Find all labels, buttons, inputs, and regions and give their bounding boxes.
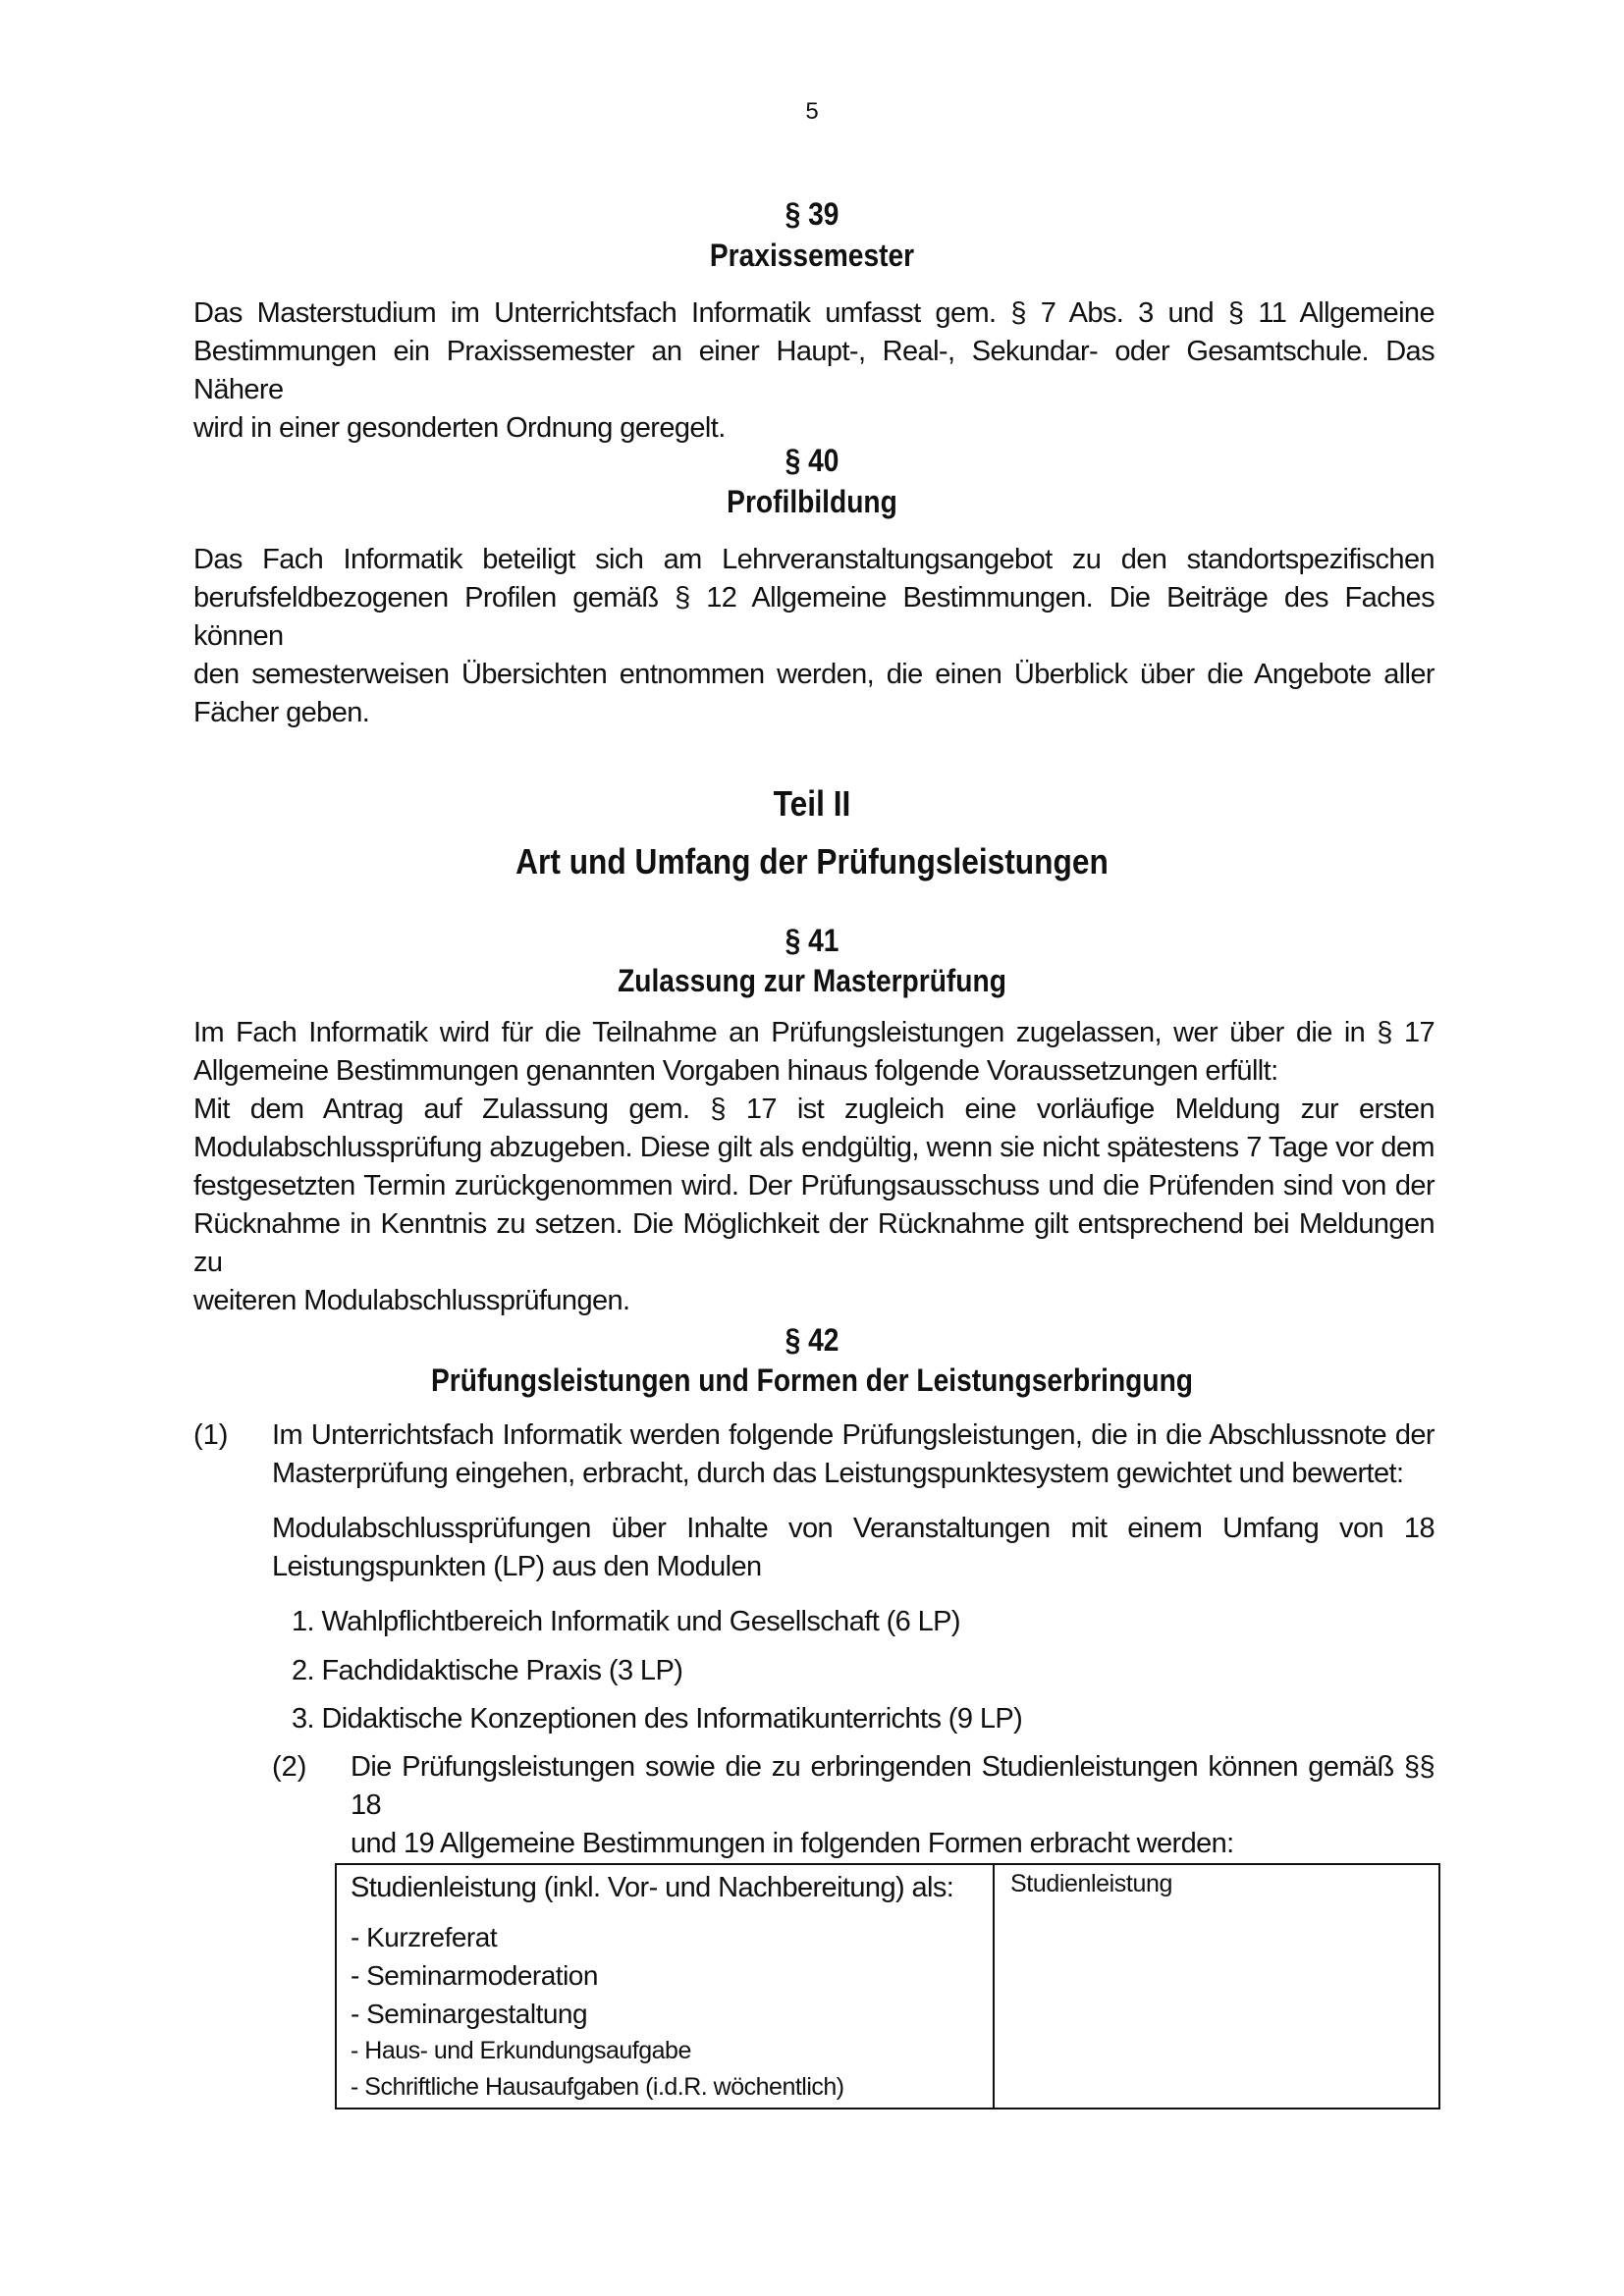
text-line: Modulabschlussprüfung abzugeben. Diese gilt als endgültig, wenn sie nicht spätestens 7 Tage vor dem [193,1132,1435,1163]
text-line: den semesterweisen Übersichten entnommen werden, die einen Überblick über die Angebote aller [193,659,1435,690]
table-list-item: - Seminargestaltung [351,1999,588,2029]
text-line: Masterprüfung eingehen, erbracht, durch das Leistungspunktesystem gewichtet und bewertet: [272,1458,1404,1489]
text-line: Rücknahme in Kenntnis zu setzen. Die Möglichkeit der Rücknahme gilt entsprechend bei Meldungen zu [193,1208,1435,1278]
text-line: Im Fach Informatik wird für die Teilnahme an Prüfungsleistungen zugelassen, wer über die in § 17 [193,1017,1435,1048]
paragraph-2-body [351,1748,1435,1863]
paragraph-1-modules-intro [272,1510,1435,1586]
section-41-title: Zulassung zur Masterprüfung [618,963,1006,998]
text-line: und 19 Allgemeine Bestimmungen in folgenden Formen erbracht werden: [351,1828,1234,1859]
section-41-number: § 41 [785,923,839,958]
section-42-number: § 42 [785,1322,839,1358]
table-left-heading: Studienleistung (inkl. Vor- und Nachbereitung) als: [351,1872,954,1903]
forms-table [335,1863,1440,2109]
text-line: Das Fach Informatik beteiligt sich am Lehrveranstaltungsangebot zu den standortspezifischen [193,544,1435,575]
table-list-item: - Seminarmoderation [351,1960,598,1991]
text-line: weiteren Modulabschlussprüfungen. [193,1285,630,1316]
text-line: festgesetzten Termin zurückgenommen wird. Der Prüfungsausschuss und die Prüfenden sind von der [193,1170,1435,1201]
section-40-title: Profilbildung [727,484,897,519]
table-list-item: - Schriftliche Hausaufgaben (i.d.R. wöchentlich) [351,2073,844,2101]
module-list-item: 1. Wahlpflichtbereich Informatik und Gesellschaft (6 LP) [292,1606,960,1637]
table-right-heading: Studienleistung [1010,1870,1172,1897]
text-line: Die Prüfungsleistungen sowie die zu erbringenden Studienleistungen können gemäß §§ 18 [351,1751,1435,1821]
paragraph-2-label: (2) [272,1751,307,1783]
part-2-label: Teil II [773,783,851,824]
part-2-title: Art und Umfang der Prüfungsleistungen [515,841,1109,881]
module-list-item: 2. Fachdidaktische Praxis (3 LP) [292,1655,683,1686]
table-list-item: - Kurzreferat [351,1922,498,1952]
section-41-body [193,1014,1435,1320]
text-line: Das Masterstudium im Unterrichtsfach Informatik umfasst gem. § 7 Abs. 3 und § 11 Allgemeine [193,297,1435,329]
page-number: 5 [805,98,819,125]
section-40-body [193,541,1435,732]
text-line: Modulabschlussprüfungen über Inhalte von Veranstaltungen mit einem Umfang von 18 [272,1513,1435,1544]
text-line: Im Unterrichtsfach Informatik werden folgende Prüfungsleistungen, die in die Abschlussnote der [272,1419,1435,1451]
table-row [336,1864,1439,2109]
module-list-item: 3. Didaktische Konzeptionen des Informatikunterrichts (9 LP) [292,1703,1023,1735]
text-line: Leistungspunkten (LP) aus den Modulen [272,1551,762,1582]
text-line: Allgemeine Bestimmungen genannten Vorgaben hinaus folgende Voraussetzungen erfüllt: [193,1055,1278,1087]
section-42-title: Prüfungsleistungen und Formen der Leistungserbringung [431,1362,1193,1398]
text-line: berufsfeldbezogenen Profilen gemäß § 12 Allgemeine Bestimmungen. Die Beiträge des Faches können [193,582,1435,652]
text-line: Bestimmungen ein Praxissemester an einer Haupt-, Real-, Sekundar- oder Gesamtschule. Das Nähere [193,336,1435,405]
table-cell-left [336,1864,994,2109]
paragraph-1-label: (1) [193,1419,229,1451]
section-39-number: § 39 [785,196,839,232]
table-list-item: - Haus- und Erkundungsaufgabe [351,2037,691,2064]
paragraph-1-body [272,1416,1435,1493]
text-line: Mit dem Antrag auf Zulassung gem. § 17 ist zugleich eine vorläufige Meldung zur ersten [193,1094,1435,1125]
table-cell-right [994,1864,1439,2109]
section-39-body [193,294,1435,448]
section-39-title: Praxissemester [709,238,915,273]
section-40-number: § 40 [785,443,839,478]
text-line: wird in einer gesonderten Ordnung geregelt. [193,412,726,444]
text-line: Fächer geben. [193,697,370,728]
